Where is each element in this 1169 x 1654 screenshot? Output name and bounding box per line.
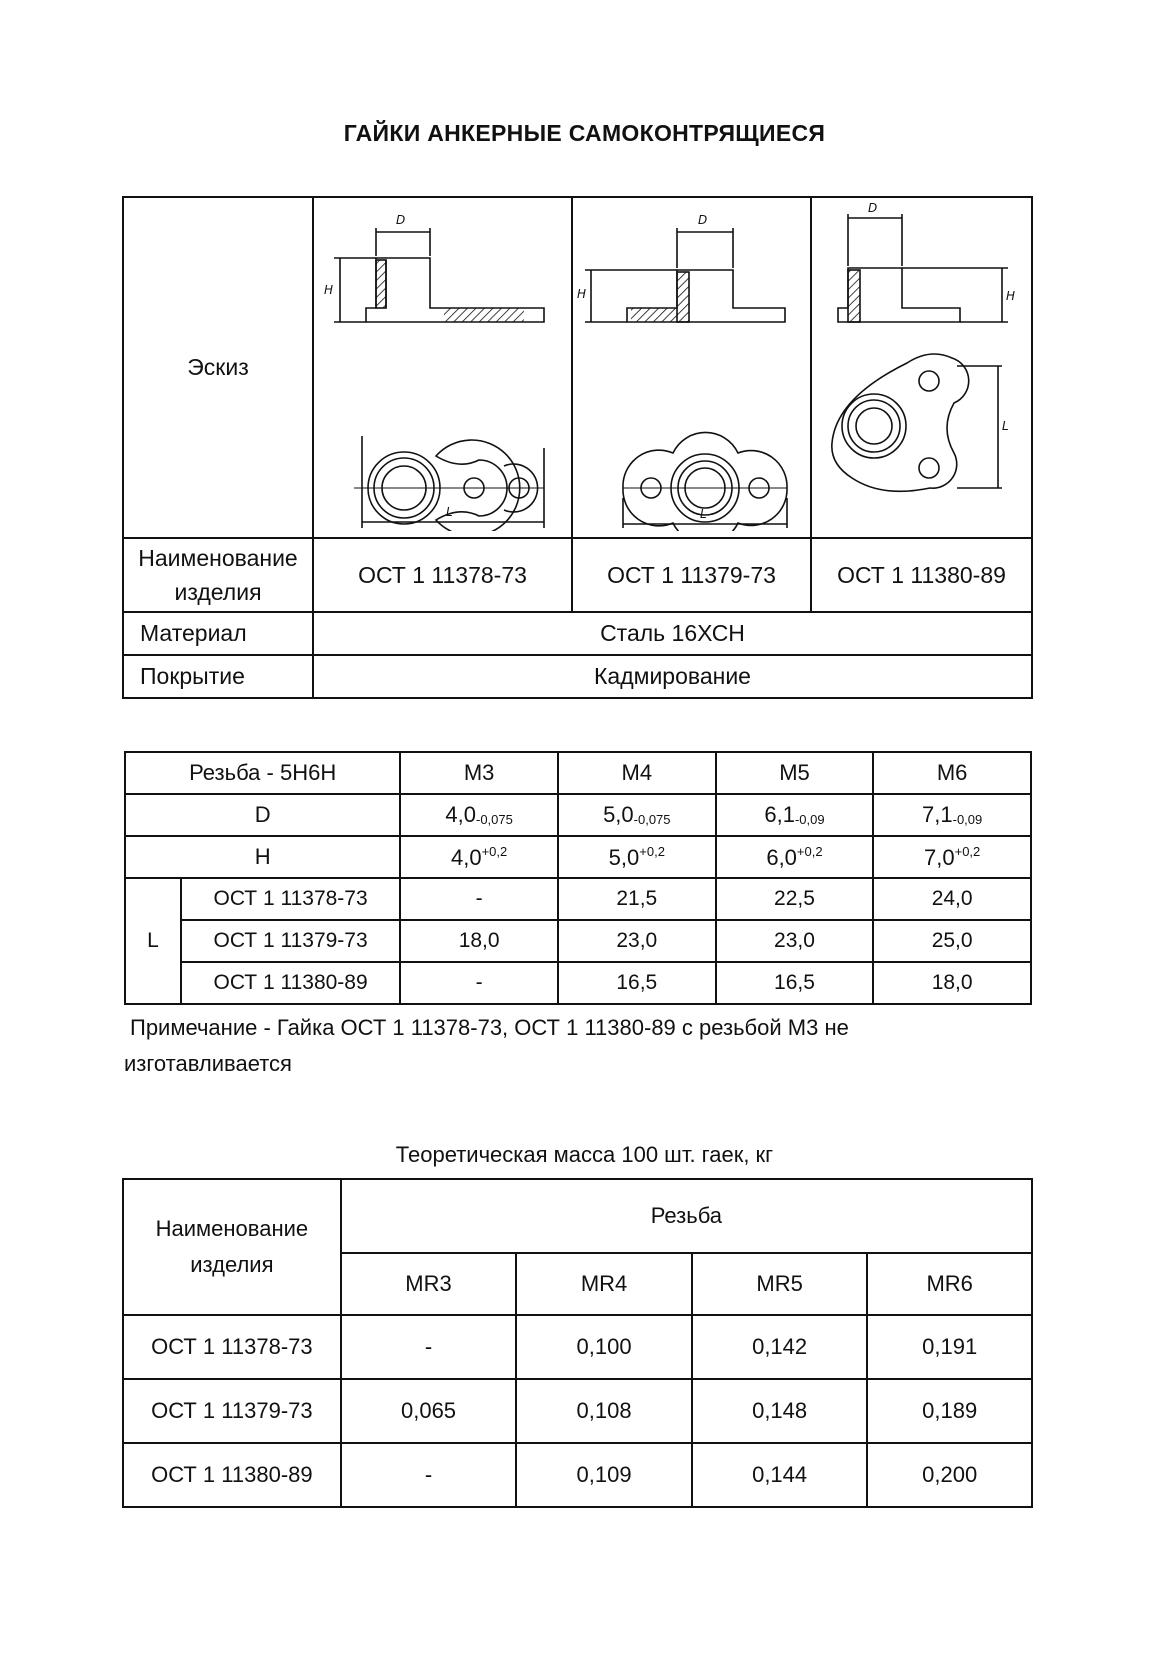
l-value: -	[400, 962, 558, 1004]
dim-d: D	[698, 213, 708, 227]
sketch-cell-1	[313, 197, 572, 538]
h-value: $6,0^{+0,2}$	[716, 836, 874, 878]
l-label: L	[125, 878, 181, 1004]
thread-col: М5	[716, 752, 874, 794]
sketch-ost-11380	[812, 198, 1031, 531]
note-line-2: изготавливается	[124, 1051, 292, 1076]
thread-col: М6	[873, 752, 1031, 794]
sketch-ost-11378	[314, 198, 571, 531]
mass-value: 0,065	[341, 1379, 517, 1443]
product-name: ОСТ 1 11380-89	[811, 538, 1032, 612]
thread-col: М4	[558, 752, 716, 794]
h-value: $4,0^{+0,2}$	[400, 836, 558, 878]
h-label: H	[125, 836, 400, 878]
mass-value: 0,144	[692, 1443, 868, 1507]
material-value: Сталь 16ХСН	[313, 612, 1032, 655]
coating-value: Кадмирование	[313, 655, 1032, 698]
mass-value: -	[341, 1443, 517, 1507]
product-name: ОСТ 1 11378-73	[313, 538, 572, 612]
l-row-name: ОСТ 1 11378-73	[181, 878, 400, 920]
l-value: 25,0	[873, 920, 1031, 962]
mass-thread-col: MR6	[867, 1253, 1032, 1315]
dim-h: H	[577, 287, 587, 301]
h-value: $7,0^{+0,2}$	[873, 836, 1031, 878]
thread-table	[124, 751, 1032, 1005]
sketch-label: Эскиз	[123, 197, 313, 538]
l-row-name: ОСТ 1 11379-73	[181, 920, 400, 962]
d-value: $4,0_{-0,075}$	[400, 794, 558, 836]
l-value: 24,0	[873, 878, 1031, 920]
d-label: D	[125, 794, 400, 836]
l-value: -	[400, 878, 558, 920]
mass-row-name: ОСТ 1 11380-89	[123, 1443, 341, 1507]
mass-value: -	[341, 1315, 517, 1379]
mass-value: 0,100	[516, 1315, 692, 1379]
l-value: 16,5	[716, 962, 874, 1004]
mass-value: 0,109	[516, 1443, 692, 1507]
mass-thread-col: MR4	[516, 1253, 692, 1315]
dim-d: D	[868, 201, 878, 215]
note-line-1: Примечание - Гайка ОСТ 1 11378-73, ОСТ 1 11380-89 с резьбой М3 не	[130, 1015, 849, 1040]
mass-value: 0,108	[516, 1379, 692, 1443]
mass-table-title: Теоретическая масса 100 шт. гаек, кг	[395, 1142, 774, 1167]
mass-value: 0,191	[867, 1315, 1032, 1379]
l-value: 23,0	[716, 920, 874, 962]
l-value: 23,0	[558, 920, 716, 962]
mass-table	[122, 1178, 1033, 1508]
l-value: 16,5	[558, 962, 716, 1004]
mass-row-name: ОСТ 1 11379-73	[123, 1379, 341, 1443]
mass-thread-col: MR5	[692, 1253, 868, 1315]
l-row-name: ОСТ 1 11380-89	[181, 962, 400, 1004]
l-value: 18,0	[873, 962, 1031, 1004]
sketch-cell-2	[572, 197, 811, 538]
mass-thread-col: MR3	[341, 1253, 517, 1315]
l-value: 22,5	[716, 878, 874, 920]
mass-value: 0,200	[867, 1443, 1032, 1507]
dim-l: L	[700, 507, 707, 521]
material-label: Материал	[123, 612, 313, 655]
sketch-cell-3	[811, 197, 1032, 538]
dim-h: H	[324, 283, 334, 297]
h-value: $5,0^{+0,2}$	[558, 836, 716, 878]
product-name: ОСТ 1 11379-73	[572, 538, 811, 612]
coating-label: Покрытие	[123, 655, 313, 698]
mass-thread-header: Резьба	[341, 1179, 1032, 1253]
dim-d: D	[396, 213, 406, 227]
thread-col: М3	[400, 752, 558, 794]
l-value: 18,0	[400, 920, 558, 962]
d-value: $6,1_{-0,09}$	[716, 794, 874, 836]
mass-row-name: ОСТ 1 11378-73	[123, 1315, 341, 1379]
d-value: $5,0_{-0,075}$	[558, 794, 716, 836]
page-title: ГАЙКИ АНКЕРНЫЕ САМОКОНТРЯЩИЕСЯ	[343, 120, 826, 146]
mass-value: 0,189	[867, 1379, 1032, 1443]
mass-name-header: Наименование изделия	[123, 1179, 341, 1315]
l-value: 21,5	[558, 878, 716, 920]
dim-l: L	[1002, 419, 1009, 433]
thread-header: Резьба - 5Н6Н	[125, 752, 400, 794]
note	[124, 1010, 1024, 1082]
d-value: $7,1_{-0,09}$	[873, 794, 1031, 836]
name-label: Наименование изделия	[123, 538, 313, 612]
sketch-ost-11379	[573, 198, 810, 531]
mass-value: 0,148	[692, 1379, 868, 1443]
mass-value: 0,142	[692, 1315, 868, 1379]
dim-l: L	[446, 505, 453, 519]
dim-h: H	[1006, 289, 1016, 303]
product-table	[122, 196, 1033, 699]
